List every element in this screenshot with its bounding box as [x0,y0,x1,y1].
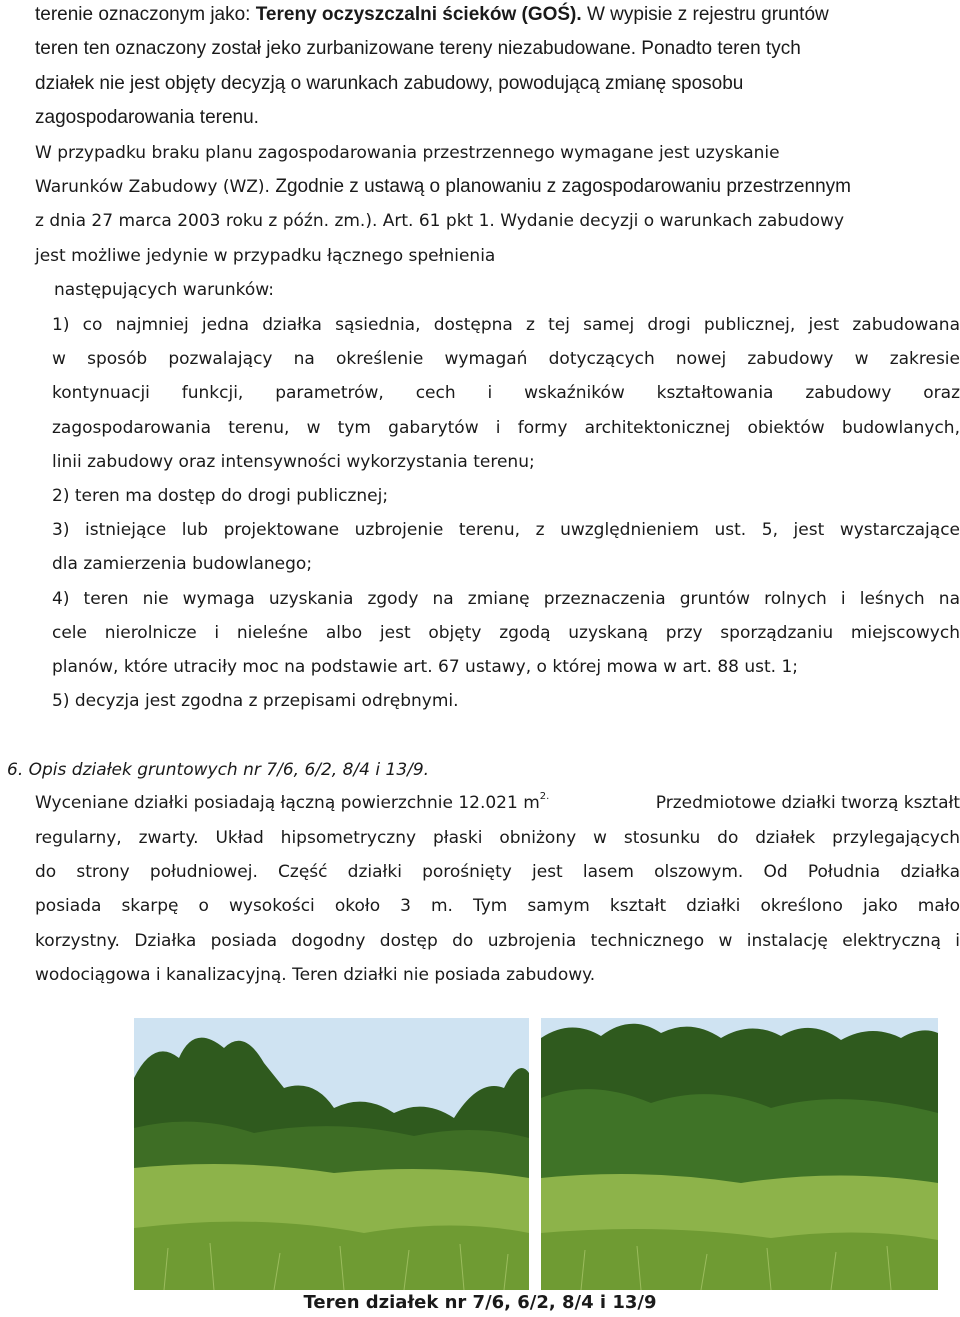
shape-text: Przedmiotowe działki tworzą kształt [655,793,960,813]
wz-line-4: jest możliwe jedynie w przypadku łącznego spełnienia [35,246,496,266]
section-6-line-5: korzystny. Działka posiada dogodny dostęp do uzbrojenia technicznego w instalację elektryczną i [35,931,960,951]
section-6-line-3: do strony południowej. Część działki porośnięty jest lasem olszowym. Od Południa działka [35,862,960,882]
wz-text: Wydanie decyzji o warunkach zabudowy [494,211,845,231]
condition-3-line-2: dla zamierzenia budowlanego; [52,554,313,574]
wz-law-text: Zgodnie z ustawą o planowaniu z zagospodarowaniu przestrzennym [275,176,851,197]
photo-caption: Teren działek nr 7/6, 6/2, 8/4 i 13/9 [303,1292,657,1313]
condition-4-line-2: cele nierolnicze i nieleśne albo jest objęty zgodą uzyskaną przy sporządzaniu miejscowych [52,623,960,643]
condition-4-line-1: 4) teren nie wymaga uzyskania zgody na zmianę przeznaczenia gruntów rolnych i leśnych na [52,589,960,609]
intro-text: W wypisie z rejestru gruntów [581,4,829,25]
meadow-photo-icon [541,1018,938,1290]
section-6-line-1 [35,792,960,816]
wz-line-5: następujących warunków: [54,280,275,300]
wz-line-3 [35,210,844,234]
intro-text: terenie oznaczonym jako: [35,4,256,25]
section-6-line-6: wodociągowa i kanalizacyjną. Teren działki nie posiada zabudowy. [35,965,596,985]
area-text [35,792,549,816]
zone-designation: Tereny oczyszczalni ścieków (GOŚ). [255,4,582,25]
section-6-line-2: regularny, zwarty. Układ hipsometryczny płaski obniżony w stosunku do działek przylegających [35,828,960,848]
intro-line-4: zagospodarowania terenu. [35,107,259,128]
wz-line-2 [35,176,851,200]
condition-5: 5) decyzja jest zgodna z przepisami odrębnymi. [52,691,459,711]
meadow-photo-icon [134,1018,529,1290]
condition-1-line-4: zagospodarowania terenu, w tym gabarytów i formy architektonicznej obiektów budowlanych, [52,418,960,438]
condition-1-line-3: kontynuacji funkcji, parametrów, cech i wskaźników kształtowania zabudowy oraz [52,383,960,403]
wz-line-1-text: W przypadku braku planu zagospodarowania przestrzennego wymagane jest uzyskanie [35,143,780,163]
condition-1-line-1: 1) co najmniej jedna działka sąsiednia, dostępna z tej samej drogi publicznej, jest zabudowana [52,315,960,335]
wz-text: Warunków Zabudowy (WZ). [35,177,276,197]
condition-2: 2) teren ma dostęp do drogi publicznej; [52,486,389,506]
condition-1-line-5: linii zabudowy oraz intensywności wykorzystania terenu; [52,452,535,472]
area-text-main: Wyceniane działki posiadają łączną powierzchnie 12.021 m [35,793,540,813]
wz-text: z dnia 27 marca 2003 roku z późn. zm.). Art. 61 pkt 1. [35,211,495,231]
meadow-photo-right [541,1018,938,1290]
intro-line-1 [35,4,829,28]
condition-4-line-3: planów, które utraciły moc na podstawie art. 67 ustawy, o której mowa w art. 88 ust. 1; [52,657,799,677]
condition-1-line-2: w sposób pozwalający na określenie wymagań dotyczących nowej zabudowy w zakresie [52,349,960,369]
wz-line-1 [35,142,960,166]
section-6-heading: 6. Opis działek gruntowych nr 7/6, 6/2, 8/4 i 13/9. [7,760,430,780]
condition-3-line-1: 3) istniejące lub projektowane uzbrojenie terenu, z uwzględnieniem ust. 5, jest wystarczające [52,520,960,540]
intro-line-2: teren ten oznaczony został jeko zurbanizowane tereny niezabudowane. Ponadto teren tych [35,38,801,59]
meadow-photo-left [134,1018,529,1290]
section-6-line-4: posiada skarpę o wysokości około 3 m. Tym samym kształt działki określono jako mało [35,896,960,916]
intro-line-3: działek nie jest objęty decyzją o warunkach zabudowy, powodującą zmianę sposobu [35,73,744,94]
area-unit-superscript: 2. [539,791,550,802]
